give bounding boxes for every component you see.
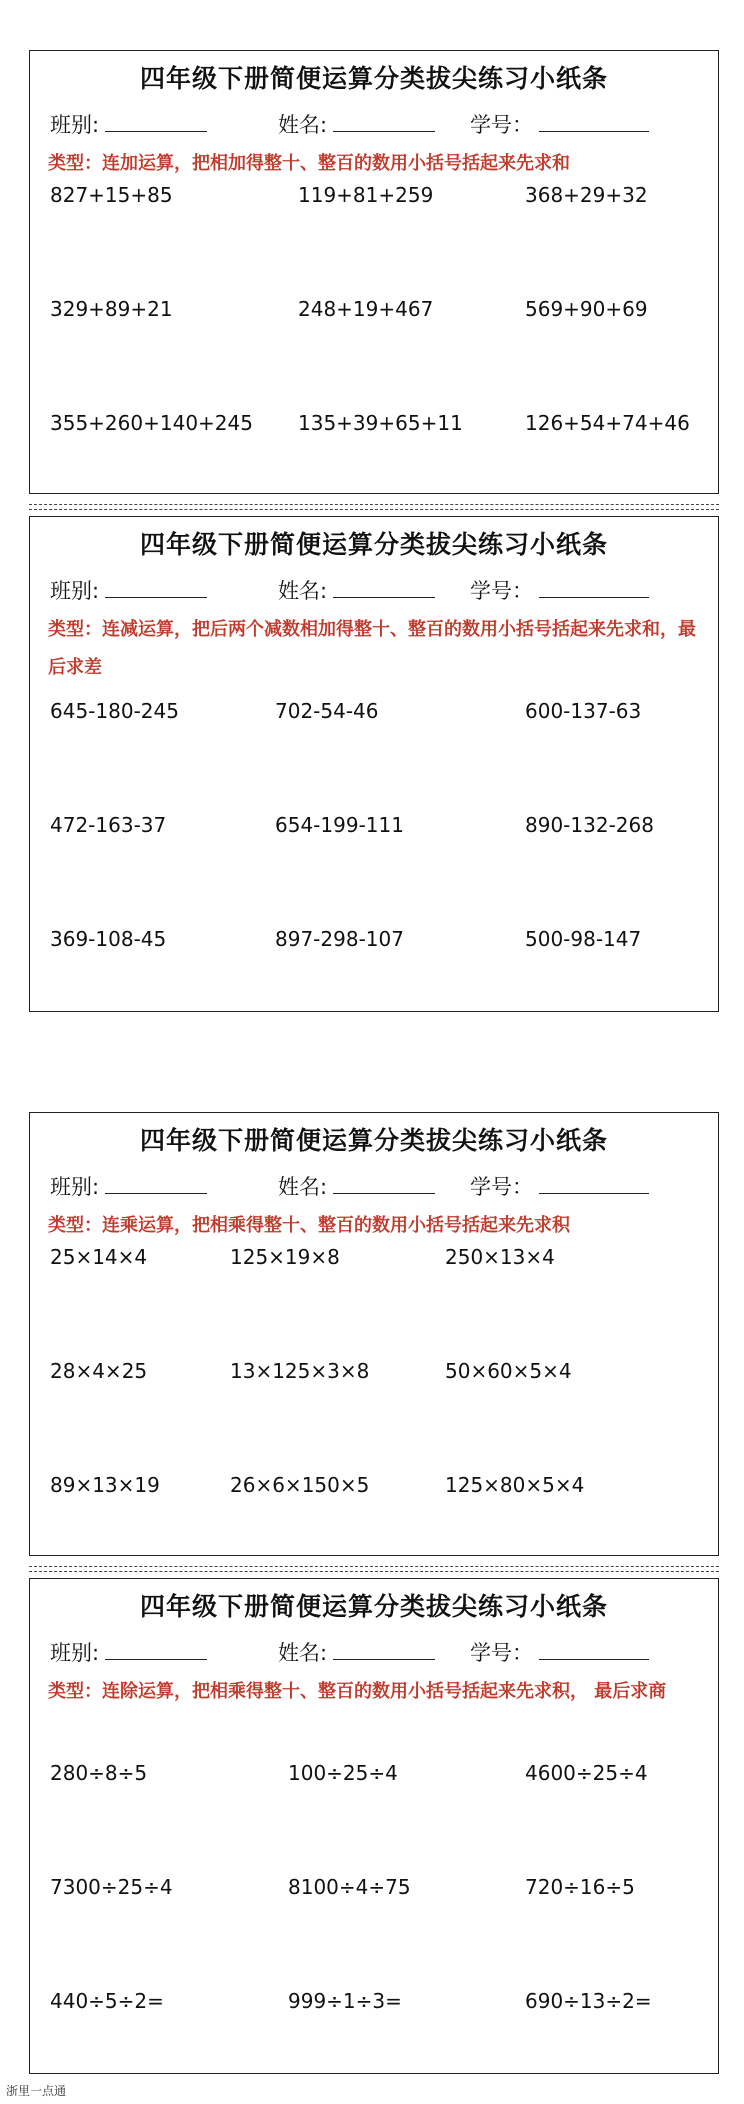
worksheet-card-multiplication	[29, 1112, 719, 1556]
problem: 720÷16÷5	[525, 1875, 635, 1899]
student-info-row	[50, 109, 698, 139]
problem-type-instruction: 类型：连加运算，把相加得整十、整百的数用小括号括起来先求和	[48, 153, 570, 174]
student-id-blank[interactable]	[539, 111, 649, 132]
class-field[interactable]: 班别:	[50, 575, 207, 605]
problem: 125×80×5×4	[445, 1473, 585, 1497]
card-title: 四年级下册简便运算分类拔尖练习小纸条	[139, 64, 608, 93]
card-title: 四年级下册简便运算分类拔尖练习小纸条	[139, 530, 608, 559]
name-field[interactable]: 姓名:	[278, 1637, 435, 1667]
problem: 25×14×4	[50, 1245, 148, 1269]
name-blank[interactable]	[333, 1639, 435, 1660]
problem: 329+89+21	[50, 297, 173, 321]
student-id-field[interactable]: 学号：	[470, 1637, 649, 1667]
card-title: 四年级下册简便运算分类拔尖练习小纸条	[139, 1126, 608, 1155]
class-blank[interactable]	[105, 1173, 207, 1194]
problem: 50×60×5×4	[445, 1359, 572, 1383]
problem: 355+260+140+245	[50, 411, 253, 435]
problem: 500-98-147	[525, 927, 642, 951]
problem: 89×13×19	[50, 1473, 160, 1497]
worksheet-card-subtraction	[29, 516, 719, 1012]
problem: 600-137-63	[525, 699, 642, 723]
problem: 472-163-37	[50, 813, 167, 837]
problem: 440÷5÷2=	[50, 1989, 164, 2013]
card-title: 四年级下册简便运算分类拔尖练习小纸条	[139, 1592, 608, 1621]
problem: 13×125×3×8	[230, 1359, 370, 1383]
problem: 7300÷25÷4	[50, 1875, 173, 1899]
problem: 654-199-111	[275, 813, 404, 837]
problem: 368+29+32	[525, 183, 648, 207]
problem: 890-132-268	[525, 813, 654, 837]
problem: 100÷25÷4	[288, 1761, 398, 1785]
name-blank[interactable]	[333, 111, 435, 132]
problem-type-instruction: 类型：连除运算，把相乘得整十、整百的数用小括号括起来先求积， 最后求商	[48, 1681, 667, 1702]
problem: 569+90+69	[525, 297, 648, 321]
student-id-blank[interactable]	[539, 1639, 649, 1660]
class-field[interactable]: 班别:	[50, 1637, 207, 1667]
student-id-field[interactable]: 学号：	[470, 575, 649, 605]
class-field[interactable]: 班别:	[50, 1171, 207, 1201]
problem: 26×6×150×5	[230, 1473, 370, 1497]
problem: 126+54+74+46	[525, 411, 690, 435]
student-info-row	[50, 575, 698, 605]
problem: 125×19×8	[230, 1245, 340, 1269]
problem: 897-298-107	[275, 927, 404, 951]
problem: 248+19+467	[298, 297, 434, 321]
worksheet-card-addition	[29, 50, 719, 494]
problem: 250×13×4	[445, 1245, 555, 1269]
class-blank[interactable]	[105, 1639, 207, 1660]
student-id-blank[interactable]	[539, 1173, 649, 1194]
problem: 4600÷25÷4	[525, 1761, 648, 1785]
name-blank[interactable]	[333, 577, 435, 598]
student-info-row	[50, 1171, 698, 1201]
problem: 645-180-245	[50, 699, 179, 723]
problem: 827+15+85	[50, 183, 173, 207]
problem: 119+81+259	[298, 183, 434, 207]
cut-line	[29, 509, 719, 510]
problem: 702-54-46	[275, 699, 379, 723]
name-blank[interactable]	[333, 1173, 435, 1194]
student-id-blank[interactable]	[539, 577, 649, 598]
problem: 369-108-45	[50, 927, 167, 951]
name-field[interactable]: 姓名:	[278, 575, 435, 605]
student-id-field[interactable]: 学号：	[470, 1171, 649, 1201]
name-field[interactable]: 姓名:	[278, 1171, 435, 1201]
problem: 690÷13÷2=	[525, 1989, 652, 2013]
cut-line	[29, 504, 719, 505]
problem-type-instruction: 类型：连减运算，把后两个减数相加得整十、整百的数用小括号括起来先求和，最后求差	[48, 619, 696, 678]
problem: 28×4×25	[50, 1359, 148, 1383]
cut-line	[29, 1566, 719, 1567]
name-field[interactable]: 姓名:	[278, 109, 435, 139]
class-blank[interactable]	[105, 111, 207, 132]
watermark-text: 浙里一点通	[6, 2084, 67, 2098]
problem: 135+39+65+11	[298, 411, 463, 435]
student-id-field[interactable]: 学号：	[470, 109, 649, 139]
student-info-row	[50, 1637, 698, 1667]
problem-type-instruction: 类型：连乘运算，把相乘得整十、整百的数用小括号括起来先求积	[48, 1215, 570, 1236]
problem: 8100÷4÷75	[288, 1875, 411, 1899]
problem: 280÷8÷5	[50, 1761, 148, 1785]
class-blank[interactable]	[105, 577, 207, 598]
cut-line	[29, 1571, 719, 1572]
problem: 999÷1÷3=	[288, 1989, 402, 2013]
class-field[interactable]: 班别:	[50, 109, 207, 139]
worksheet-card-division	[29, 1578, 719, 2074]
